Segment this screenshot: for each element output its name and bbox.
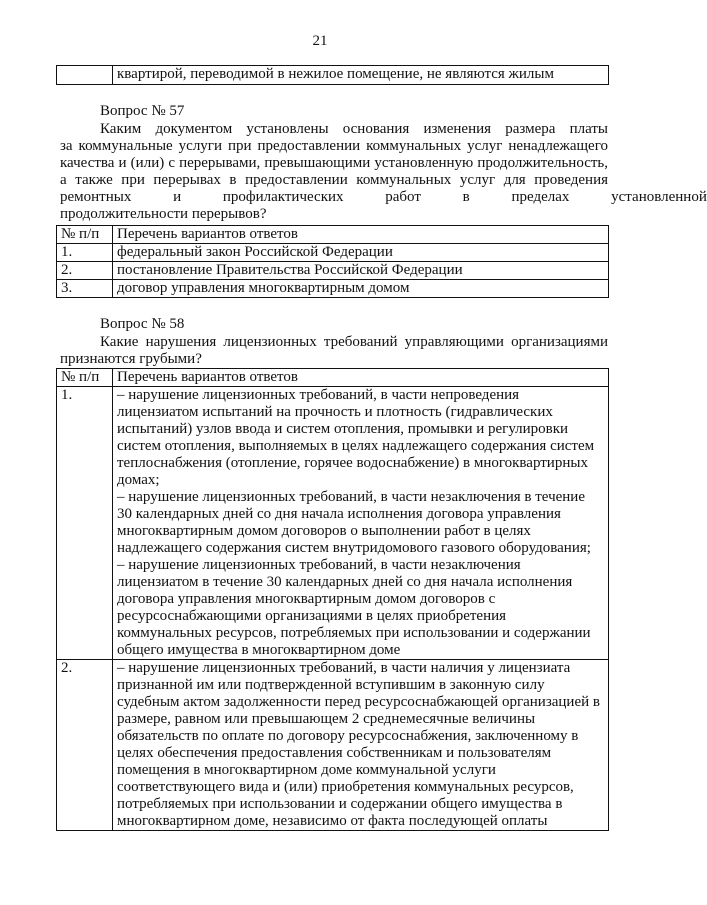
answer-line: признанной им или подтвержденной вступившим в законную силу	[117, 677, 545, 693]
answer-line: судебным актом задолженности перед ресурсоснабжающей организацией в	[117, 694, 600, 710]
answer-line: – нарушение лицензионных требований, в части незаключения в течение	[117, 489, 585, 505]
answer-line: помещения в многоквартирном доме коммунальной услуги	[117, 762, 496, 778]
answers-table-58	[56, 368, 609, 831]
answer-line: систем отопления, выполняемых в целях надлежащего содержания систем	[117, 438, 595, 454]
answer-line: надлежащего содержания систем внутридомового газового оборудования;	[117, 540, 591, 556]
table-row	[57, 244, 609, 262]
answer-line: – нарушение лицензионных требований, в части наличия у лицензиата	[117, 660, 571, 676]
answers-table-57	[56, 225, 609, 298]
answer-line: 30 календарных дней со дня начала исполнения договора управления	[117, 506, 561, 522]
question-57-title: Вопрос № 57	[100, 103, 185, 119]
question-58-title: Вопрос № 58	[100, 316, 185, 332]
answer-line: теплоснабжения (отопление, горячее водоснабжение) в многоквартирных	[117, 455, 588, 471]
row-number: 3.	[57, 280, 113, 298]
continuation-table	[56, 65, 609, 85]
row-number: 2.	[57, 660, 113, 831]
header-options: Перечень вариантов ответов	[113, 226, 609, 244]
table-header-row	[57, 369, 609, 387]
header-number: № п/п	[57, 226, 113, 244]
answer-line: испытаний) узлов ввода и систем отопления, промывки и регулировки	[117, 421, 569, 437]
answer-line: размере, равном или превышающем 2 среднемесячные величины	[117, 711, 536, 727]
row-number: 2.	[57, 262, 113, 280]
answer-line: – нарушение лицензионных требований, в части незаключения	[117, 557, 521, 573]
answer-line: коммунальных ресурсов, потребляемых при использовании и содержании	[117, 625, 591, 641]
question-line: признаются грубыми?	[60, 351, 202, 367]
header-number: № п/п	[57, 369, 113, 387]
answer-text: федеральный закон Российской Федерации	[113, 244, 609, 262]
table-row	[57, 280, 609, 298]
answer-line: многоквартирным домом договоров о выполнении работ в целях	[117, 523, 531, 539]
table-row	[57, 660, 609, 831]
answer-text: постановление Правительства Российской Федерации	[113, 262, 609, 280]
answer-line: целях обеспечения предоставления собственникам и пользователям	[117, 745, 552, 761]
answer-line: лицензиатом в течение 30 календарных дней со дня начала исполнения	[117, 574, 573, 590]
answer-text	[113, 660, 609, 831]
row-number: 1.	[57, 244, 113, 262]
table-row	[57, 262, 609, 280]
question-line: Каким документом установлены основания изменения размера платы	[100, 121, 608, 137]
page-number: 21	[312, 33, 328, 49]
answer-line: потребляемых при использовании и содержании общего имущества в	[117, 796, 563, 812]
row-number	[57, 66, 113, 85]
row-number: 1.	[57, 387, 113, 660]
answer-line: обязательств по оплате по договору ресурсоснабжения, заключенному в	[117, 728, 579, 744]
header-options: Перечень вариантов ответов	[113, 369, 609, 387]
table-row	[57, 66, 609, 85]
question-line: а также при перерывах в предоставлении коммунальных услуг для проведения	[60, 172, 608, 188]
answer-text: квартирой, переводимой в нежилое помещение, не являются жилым	[113, 66, 609, 85]
question-57-text	[60, 121, 707, 223]
question-line: за коммунальные услуги при предоставлении коммунальных услуг ненадлежащего	[60, 138, 608, 154]
question-line: ремонтных и профилактических работ в пределах установленной	[60, 189, 707, 205]
answer-line: соответствующего вида и (или) приобретения коммунальных ресурсов,	[117, 779, 574, 795]
answer-text: договор управления многоквартирным домом	[113, 280, 609, 298]
table-row	[57, 387, 609, 660]
answer-line: общего имущества в многоквартирном доме	[117, 642, 401, 658]
answer-line: договора управления многоквартирным домом договоров с	[117, 591, 496, 607]
table-header-row	[57, 226, 609, 244]
answer-line: – нарушение лицензионных требований, в части непроведения	[117, 387, 520, 403]
question-58-text	[60, 334, 608, 368]
answer-line: домах;	[117, 472, 160, 488]
question-line: продолжительности перерывов?	[60, 206, 267, 222]
answer-line: лицензиатом испытаний на прочность и плотность (гидравлических	[117, 404, 553, 420]
answer-line: многоквартирном доме, независимо от факта последующей оплаты	[117, 813, 548, 829]
question-line: качества и (или) с перерывами, превышающими установленную продолжительность,	[60, 155, 608, 171]
answer-text	[113, 387, 609, 660]
answer-line: ресурсоснабжающими организациями в целях приобретения	[117, 608, 507, 624]
question-line: Какие нарушения лицензионных требований управляющими организациями	[100, 334, 608, 350]
